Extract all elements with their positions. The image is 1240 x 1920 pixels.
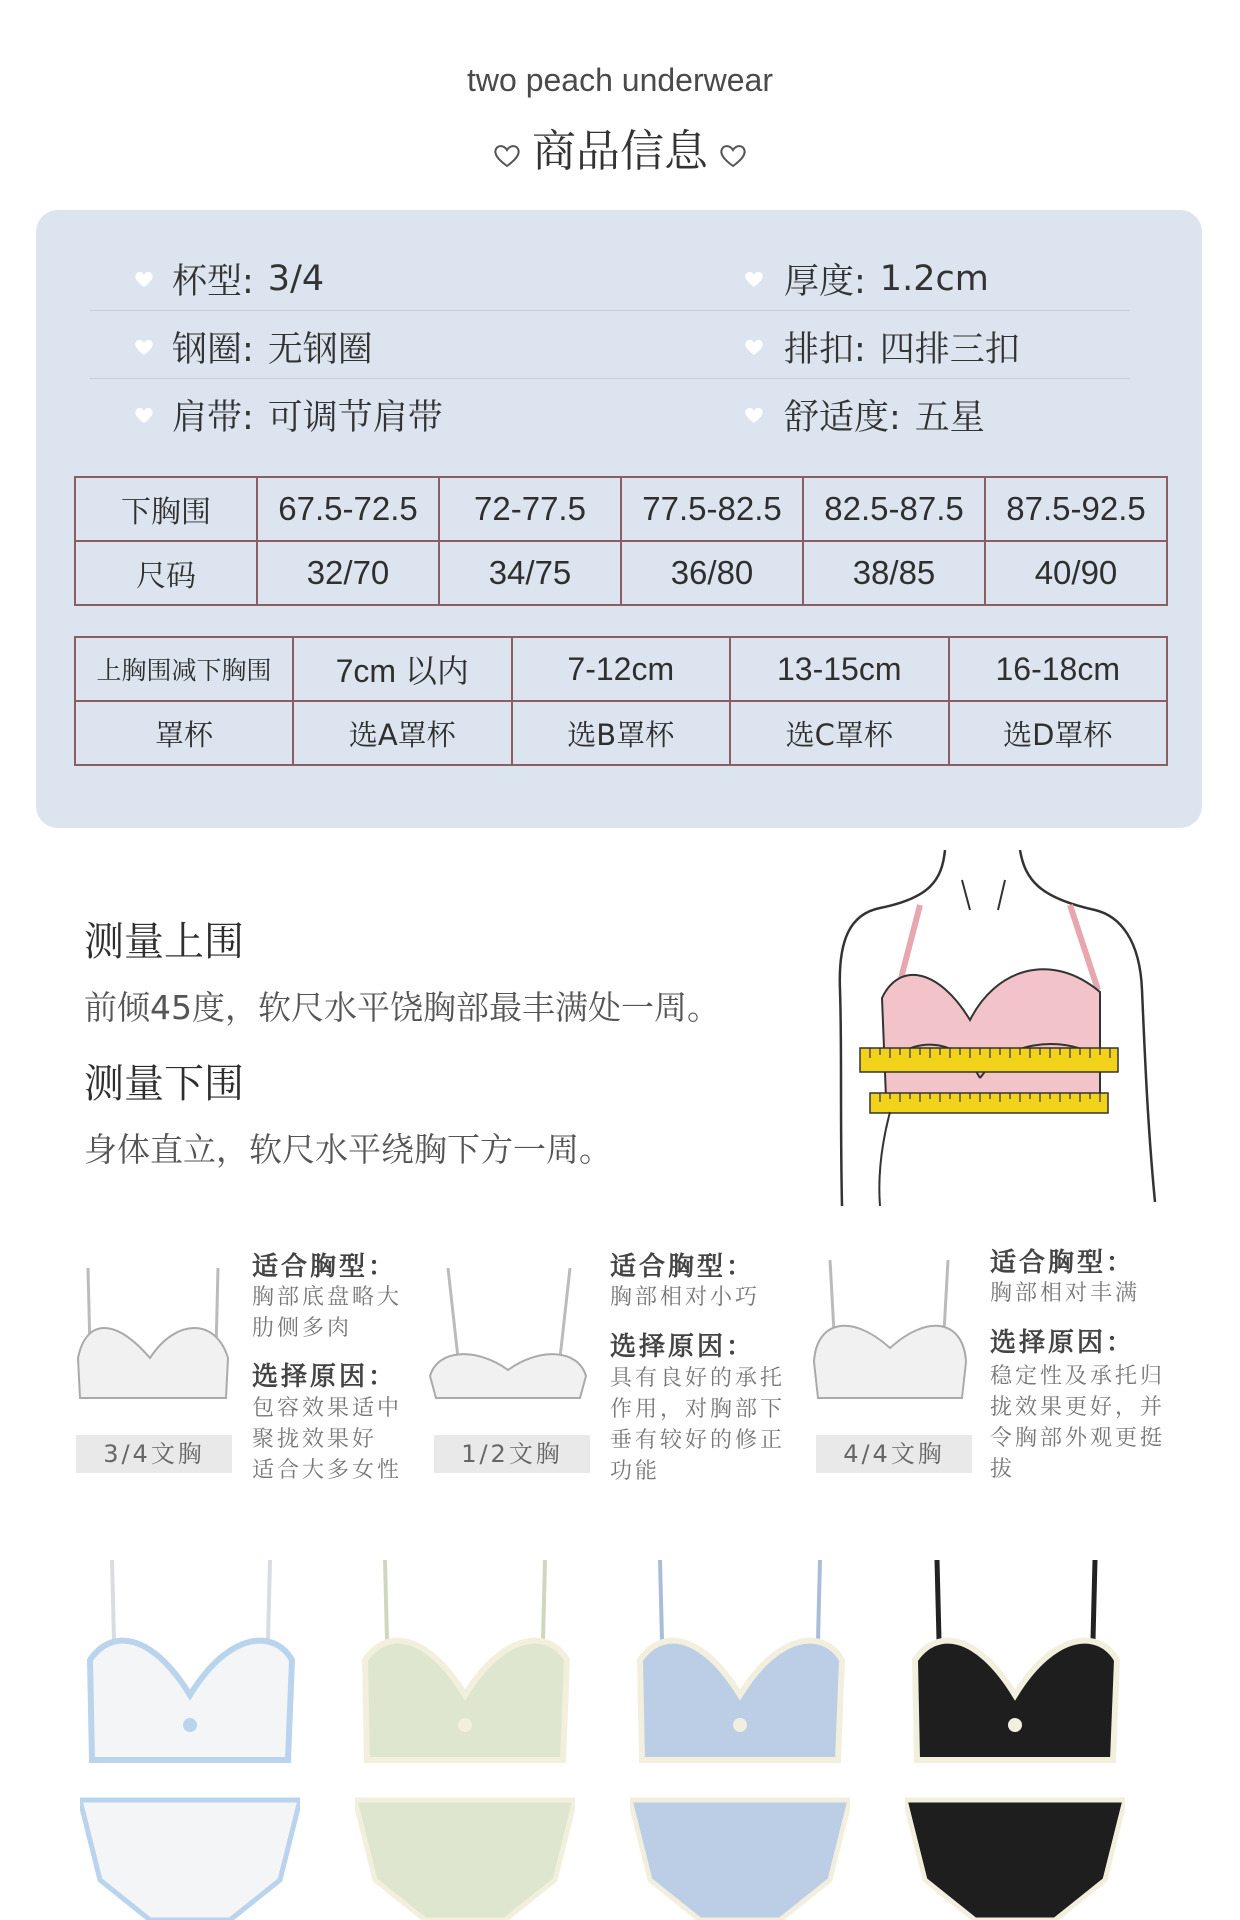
fit-text: 肋侧多肉 <box>252 1316 353 1341</box>
heart-outline-icon <box>718 129 748 180</box>
type-label: 3/4文胸 <box>76 1435 232 1473</box>
table-cell: 72-77.5 <box>439 477 621 541</box>
fit-text: 胸部相对小巧 <box>610 1285 761 1310</box>
spec-key: 肩带: <box>172 398 254 438</box>
table-cell: 34/75 <box>439 541 621 605</box>
reason-text: 具有良好的承托 <box>610 1366 786 1391</box>
reason-title: 选择原因： <box>990 1328 1136 1358</box>
reason-title: 选择原因： <box>610 1332 756 1362</box>
reason-text: 垂有较好的修正 <box>610 1428 786 1453</box>
table-cell: 67.5-72.5 <box>257 477 439 541</box>
table-cell: 13-15cm <box>730 637 949 701</box>
reason-text: 作用，对胸部下 <box>610 1397 786 1422</box>
table-row <box>75 637 1167 701</box>
reason-text: 稳定性及承托归 <box>990 1364 1166 1389</box>
measuring-figure-illustration <box>820 850 1180 1210</box>
table-cell: 32/70 <box>257 541 439 605</box>
table-cell: 选C罩杯 <box>730 701 949 765</box>
measure-upper-title: 测量上围 <box>84 919 244 965</box>
bra-4-4-outline-icon <box>810 1252 970 1408</box>
spec-value: 可调节肩带 <box>267 398 443 438</box>
table-cell: 7-12cm <box>512 637 731 701</box>
bra-3-4-outline-icon <box>76 1258 231 1408</box>
heart-outline-icon <box>492 129 522 180</box>
brand-name: two peach underwear <box>467 62 773 98</box>
section-title-text: 商品信息 <box>532 126 708 177</box>
reason-text: 令胸部外观更挺 <box>990 1426 1166 1451</box>
reason-text: 功能 <box>610 1459 661 1484</box>
table-cell: 36/80 <box>621 541 803 605</box>
spec-value: 3/4 <box>267 259 325 299</box>
bra-1-2-outline-icon <box>428 1258 588 1408</box>
spec-key: 排扣: <box>784 330 866 370</box>
fit-title: 适合胸型： <box>990 1248 1136 1278</box>
reason-text: 聚拢效果好 <box>252 1427 378 1452</box>
table-cell: 82.5-87.5 <box>803 477 985 541</box>
table-cell: 16-18cm <box>949 637 1168 701</box>
table-cell: 87.5-92.5 <box>985 477 1167 541</box>
size-table <box>74 476 1168 606</box>
table-cell: 选B罩杯 <box>512 701 731 765</box>
table-cell: 7cm 以内 <box>293 637 512 701</box>
table-cell: 38/85 <box>803 541 985 605</box>
spec-value: 四排三扣 <box>879 330 1020 370</box>
spec-key: 厚度: <box>784 262 866 302</box>
spec-row <box>90 248 1130 311</box>
table-cell: 选D罩杯 <box>949 701 1168 765</box>
table-header-cell: 上胸围减下胸围 <box>75 637 293 701</box>
table-cell: 40/90 <box>985 541 1167 605</box>
product-green-set-image <box>355 1550 575 1920</box>
fit-title: 适合胸型： <box>252 1252 398 1282</box>
reason-title: 选择原因： <box>252 1362 398 1392</box>
measure-upper-text: 前倾45度，软尺水平饶胸部最丰满处一周。 <box>84 988 720 1027</box>
reason-text: 拢效果更好，并 <box>990 1395 1166 1420</box>
reason-text: 包容效果适中 <box>252 1396 403 1421</box>
spec-key: 杯型: <box>172 262 254 302</box>
spec-value: 五星 <box>914 398 985 438</box>
product-black-set-image <box>905 1550 1125 1920</box>
spec-key: 舒适度: <box>784 398 901 438</box>
table-header-cell: 罩杯 <box>75 701 293 765</box>
measure-lower-title: 测量下围 <box>84 1061 244 1107</box>
product-white-set-image <box>80 1550 300 1920</box>
measure-lower-text: 身体直立，软尺水平绕胸下方一周。 <box>84 1130 612 1169</box>
type-label: 1/2文胸 <box>434 1435 590 1473</box>
fit-text: 胸部相对丰满 <box>990 1281 1141 1306</box>
table-row <box>75 477 1167 541</box>
spec-value: 1.2cm <box>879 259 989 299</box>
spec-row <box>90 384 1130 446</box>
table-header-cell: 下胸围 <box>75 477 257 541</box>
reason-text: 拔 <box>990 1457 1016 1482</box>
section-title <box>0 115 1240 180</box>
product-blue-set-image <box>630 1550 850 1920</box>
spec-value: 无钢圈 <box>267 330 373 370</box>
fit-title: 适合胸型： <box>610 1252 756 1282</box>
spec-row <box>90 316 1130 379</box>
table-cell: 77.5-82.5 <box>621 477 803 541</box>
fit-text: 胸部底盘略大 <box>252 1285 403 1310</box>
type-label: 4/4文胸 <box>816 1435 972 1473</box>
table-row <box>75 701 1167 765</box>
table-header-cell: 尺码 <box>75 541 257 605</box>
table-row <box>75 541 1167 605</box>
cup-table <box>74 636 1168 766</box>
table-cell: 选A罩杯 <box>293 701 512 765</box>
spec-key: 钢圈: <box>172 330 254 370</box>
reason-text: 适合大多女性 <box>252 1458 403 1483</box>
